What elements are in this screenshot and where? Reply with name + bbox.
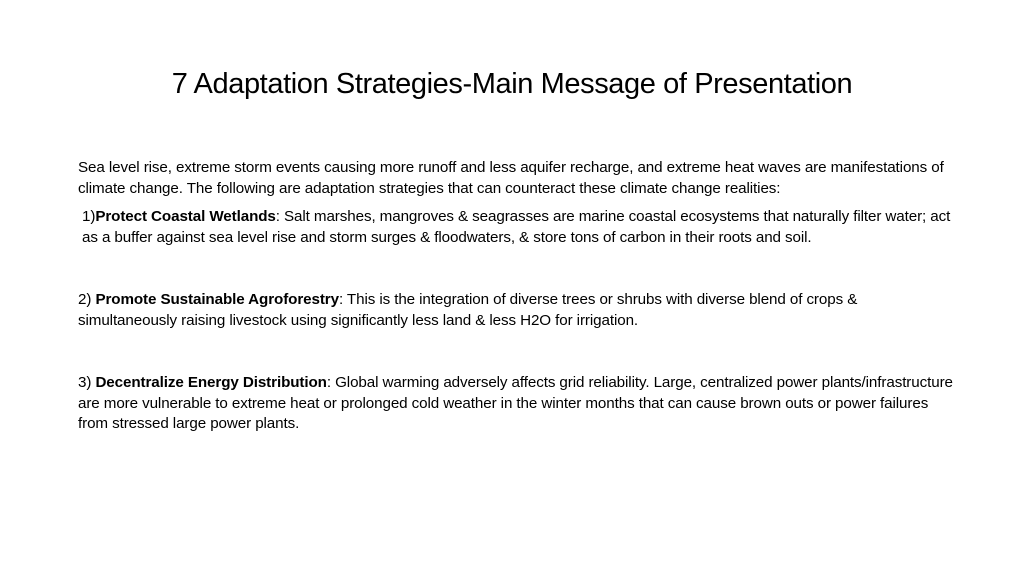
strategy-item-3 — [78, 373, 958, 435]
strategy-item-1 — [78, 207, 958, 248]
strategy-item-2 — [78, 290, 958, 331]
strategy-text: : This is the integration of diverse trees or shrubs with diverse blend of crops & simultaneously raising livestock using significantly less land & less H2O for irrigation. — [78, 291, 858, 329]
slide-body — [78, 158, 958, 435]
strategy-number: 3) — [78, 374, 96, 391]
strategy-heading: Promote Sustainable Agroforestry — [95, 291, 339, 308]
strategy-heading: Decentralize Energy Distribution — [95, 374, 327, 391]
intro-paragraph: Sea level rise, extreme storm events causing more runoff and less aquifer recharge, and extreme heat waves are manifestations of climate change. The following are adaptation strategies that can counteract these climate change realities: — [78, 159, 944, 197]
strategy-heading: Protect Coastal Wetlands — [95, 208, 276, 225]
slide-title: 7 Adaptation Strategies-Main Message of Presentation — [171, 68, 853, 100]
strategy-text: : Salt marshes, mangroves & seagrasses are marine coastal ecosystems that naturally filter water; act as a buffer against sea level rise and storm surges & floodwaters, & store tons of carbon in their roots and soil. — [82, 208, 951, 246]
strategy-number: 2) — [78, 291, 96, 308]
strategy-text: : Global warming adversely affects grid reliability. Large, centralized power plants/infrastructure are more vulnerable to extreme heat or prolonged cold weather in the winter months that can cause brown outs or power failures from stressed large power plants. — [78, 374, 953, 432]
strategy-number: 1) — [82, 208, 96, 225]
